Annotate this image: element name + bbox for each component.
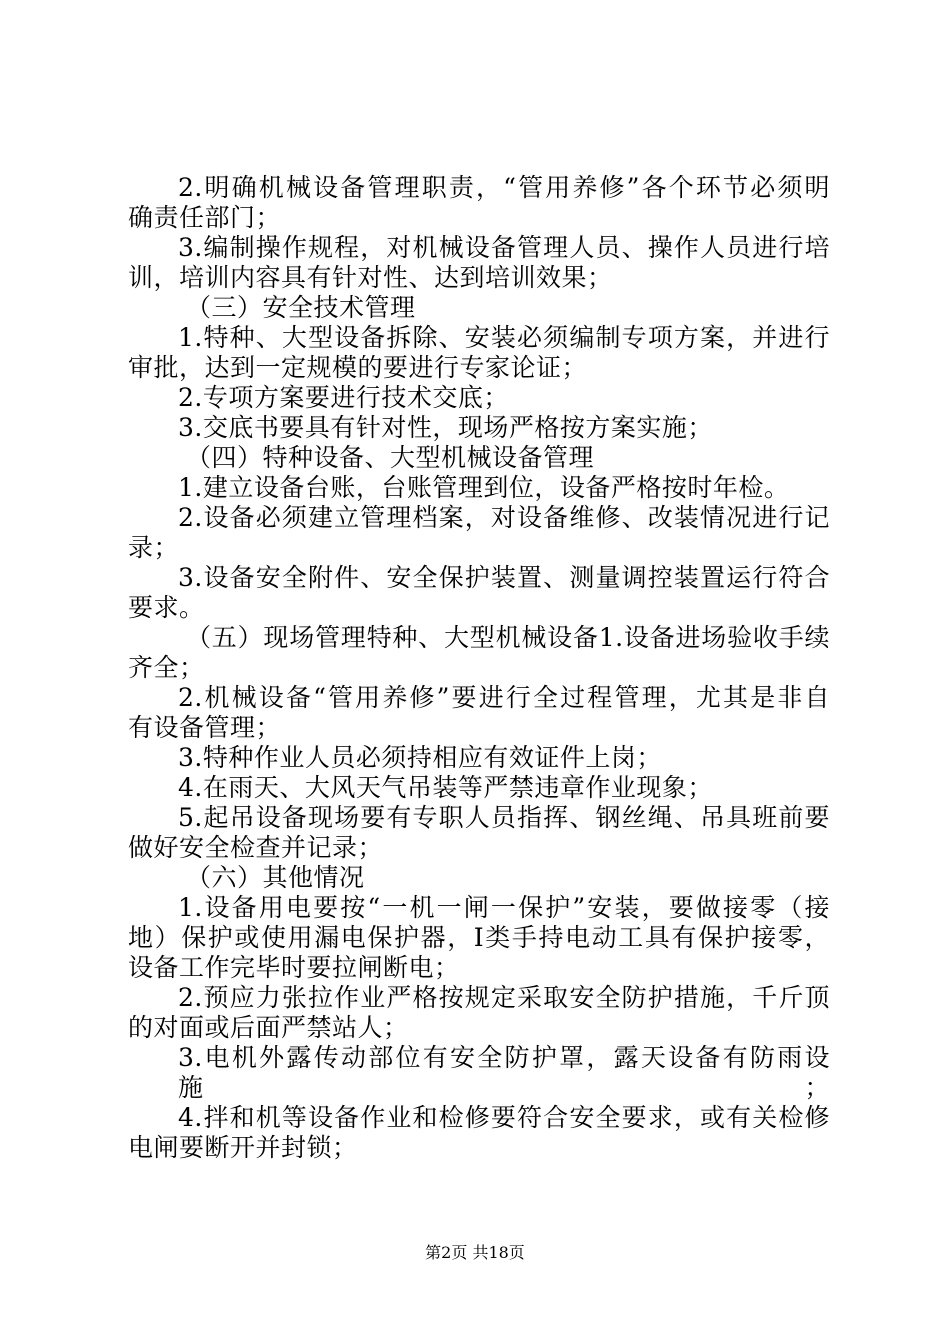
paragraph-line: 1.设备用电要按“一机一闸一保护”安装，要做接零（接 [178, 893, 830, 922]
paragraph-line: 3.交底书要具有针对性，现场严格按方案实施； [178, 413, 713, 442]
paragraph-line: 2.明确机械设备管理职责，“管用养修”各个环节必须明 [178, 173, 830, 202]
paragraph-line: 审批，达到一定规模的要进行专家论证； [128, 353, 588, 382]
paragraph-line: 2.专项方案要进行技术交底； [178, 383, 509, 412]
section-heading: （三）安全技术管理 [186, 293, 416, 322]
paragraph-line: 2.预应力张拉作业严格按规定采取安全防护措施，千斤顶 [178, 983, 830, 1012]
paragraph-line: 齐全； [128, 653, 205, 682]
paragraph-line: 录； [128, 533, 180, 562]
paragraph-line: 设备工作完毕时要拉闸断电； [128, 953, 460, 982]
paragraph-line: 的对面或后面严禁站人； [128, 1013, 409, 1042]
paragraph-line: 5.起吊设备现场要有专职人员指挥、钢丝绳、吊具班前要 [178, 803, 830, 832]
paragraph-line: 电闸要断开并封锁； [128, 1133, 358, 1162]
document-body [128, 173, 830, 1163]
paragraph-line: 要求。 [128, 593, 205, 622]
paragraph-line: 3.电机外露传动部位有安全防护罩，露天设备有防雨设施； [178, 1043, 830, 1102]
paragraph-line: 确责任部门； [128, 203, 282, 232]
section-heading: （六）其他情况 [186, 863, 365, 892]
paragraph-line: 地）保护或使用漏电保护器，Ⅰ类手持电动工具有保护接零， [128, 923, 830, 952]
paragraph-line: 训，培训内容具有针对性、达到培训效果； [128, 263, 613, 292]
paragraph-line: 4.在雨天、大风天气吊装等严禁违章作业现象； [178, 773, 713, 802]
paragraph-line: 2.设备必须建立管理档案，对设备维修、改装情况进行记 [178, 503, 830, 532]
paragraph-line: 有设备管理； [128, 713, 282, 742]
paragraph-line: 1.特种、大型设备拆除、安装必须编制专项方案，并进行 [178, 323, 830, 352]
paragraph-line: 3.编制操作规程，对机械设备管理人员、操作人员进行培 [178, 233, 830, 262]
section-heading: （四）特种设备、大型机械设备管理 [186, 443, 595, 472]
paragraph-line: 做好安全检查并记录； [128, 833, 384, 862]
paragraph-line: 3.设备安全附件、安全保护装置、测量调控装置运行符合 [178, 563, 830, 592]
page-footer: 第2页 共18页 [425, 1243, 525, 1262]
paragraph-line: 3.特种作业人员必须持相应有效证件上岗； [178, 743, 662, 772]
section-heading: （五）现场管理特种、大型机械设备1.设备进场验收手续 [186, 623, 830, 652]
paragraph-line: 2.机械设备“管用养修”要进行全过程管理，尤其是非自 [178, 683, 830, 712]
paragraph-line: 1.建立设备台账，台账管理到位，设备严格按时年检。 [178, 473, 790, 502]
paragraph-line: 4.拌和机等设备作业和检修要符合安全要求，或有关检修 [178, 1103, 830, 1132]
